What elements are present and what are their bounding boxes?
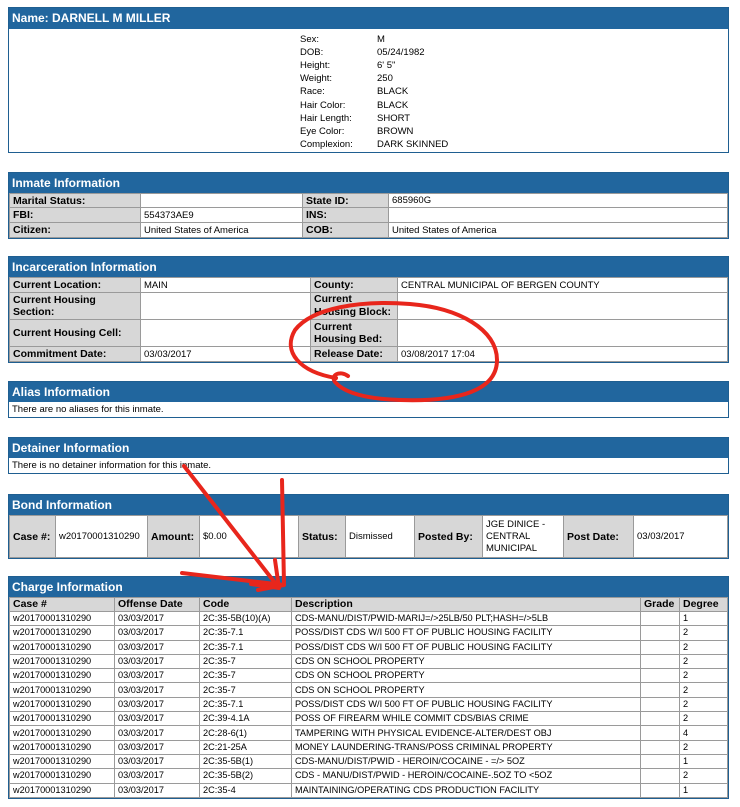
- physical-label: Sex:: [300, 34, 320, 45]
- charge-degree-cell: 2: [680, 626, 728, 640]
- charge-row: [10, 626, 728, 640]
- charge-degree-cell: 2: [680, 740, 728, 754]
- charge-degree-cell: 1: [680, 783, 728, 797]
- charge-row: [10, 640, 728, 654]
- charge-offense-date-cell: 03/03/2017: [115, 669, 200, 683]
- bond-post-date-value: 03/03/2017: [634, 516, 728, 558]
- charge-degree-cell: 2: [680, 769, 728, 783]
- cob-value: United States of America: [389, 223, 728, 238]
- charge-row: [10, 669, 728, 683]
- incarceration-information-section: [8, 256, 729, 363]
- physical-value: BLACK: [377, 99, 409, 111]
- charge-degree-cell: 2: [680, 697, 728, 711]
- charge-information-header: Charge Information: [9, 577, 728, 597]
- physical-label: Complexion:: [300, 138, 353, 150]
- citizen-value: United States of America: [141, 223, 303, 238]
- bond-status-value: Dismissed: [346, 516, 415, 558]
- release-date-label: Release Date:: [311, 347, 398, 362]
- physical-label: Weight:: [300, 73, 333, 85]
- charge-grade-cell: [641, 654, 680, 668]
- charge-case-cell: w20170001310290: [10, 669, 115, 683]
- charge-description-cell: CDS ON SCHOOL PROPERTY: [292, 683, 641, 697]
- charge-case-cell: w20170001310290: [10, 769, 115, 783]
- charge-grade-cell: [641, 697, 680, 711]
- charge-code-cell: 2C:35-7: [200, 683, 292, 697]
- charge-code-cell: 2C:35-7.1: [200, 697, 292, 711]
- housing-section-label: Current Housing Section:: [10, 293, 141, 320]
- charge-offense-date-cell: 03/03/2017: [115, 654, 200, 668]
- charge-case-cell: w20170001310290: [10, 626, 115, 640]
- ins-value: [389, 208, 728, 223]
- charge-code-cell: 2C:35-7: [200, 654, 292, 668]
- charge-grade-cell: [641, 669, 680, 683]
- citizen-label: Citizen:: [10, 223, 141, 238]
- charge-case-cell: w20170001310290: [10, 754, 115, 768]
- housing-block-label: Current Housing Block:: [311, 293, 398, 320]
- marital-status-value: [141, 194, 303, 208]
- release-date-value: 03/08/2017 17:04: [398, 347, 728, 362]
- detainer-note: There is no detainer information for this inmate.: [12, 460, 212, 471]
- incarceration-information-table: [9, 277, 728, 362]
- charge-row: [10, 654, 728, 668]
- physical-value: M: [377, 34, 385, 45]
- cob-label: COB:: [303, 223, 389, 238]
- charge-code-cell: 2C:35-4: [200, 783, 292, 797]
- bond-case-label: Case #:: [10, 516, 56, 558]
- state-id-label: State ID:: [303, 194, 389, 208]
- charge-row: [10, 697, 728, 711]
- charge-grade-cell: [641, 726, 680, 740]
- charge-case-cell: w20170001310290: [10, 740, 115, 754]
- charge-offense-date-cell: 03/03/2017: [115, 626, 200, 640]
- charge-description-cell: MAINTAINING/OPERATING CDS PRODUCTION FACILITY: [292, 783, 641, 797]
- bond-status-label: Status:: [299, 516, 346, 558]
- physical-label: DOB:: [300, 47, 324, 59]
- current-location-label: Current Location:: [10, 278, 141, 293]
- charge-row: [10, 754, 728, 768]
- charge-case-cell: w20170001310290: [10, 783, 115, 797]
- charge-code-cell: 2C:35-5B(1): [200, 754, 292, 768]
- bond-information-header: Bond Information: [9, 495, 728, 515]
- name-header: Name: DARNELL M MILLER: [9, 8, 728, 29]
- charge-offense-date-cell: 03/03/2017: [115, 683, 200, 697]
- inmate-information-section: [8, 172, 729, 239]
- state-id-value: 685960G: [389, 194, 728, 208]
- commitment-date-label: Commitment Date:: [10, 347, 141, 362]
- physical-value: BLACK: [377, 86, 409, 98]
- charge-offense-date-cell: 03/03/2017: [115, 612, 200, 626]
- fbi-value: 554373AE9: [141, 208, 303, 223]
- charge-case-cell: w20170001310290: [10, 683, 115, 697]
- current-location-value: MAIN: [141, 278, 311, 293]
- ins-label: INS:: [303, 208, 389, 223]
- charge-description-cell: MONEY LAUNDERING-TRANS/POSS CRIMINAL PROPERTY: [292, 740, 641, 754]
- charge-grade-cell: [641, 640, 680, 654]
- charge-code-cell: 2C:28-6(1): [200, 726, 292, 740]
- charge-case-cell: w20170001310290: [10, 654, 115, 668]
- physical-value: DARK SKINNED: [377, 138, 449, 150]
- charge-row: [10, 783, 728, 797]
- alias-information-section: [8, 381, 729, 418]
- charge-description-cell: POSS/DIST CDS W/I 500 FT OF PUBLIC HOUSING FACILITY: [292, 640, 641, 654]
- charge-degree-cell: 2: [680, 654, 728, 668]
- charge-offense-date-cell: 03/03/2017: [115, 783, 200, 797]
- marital-status-label: Marital Status:: [10, 194, 141, 208]
- housing-block-value: [398, 293, 728, 320]
- alias-note: There are no aliases for this inmate.: [12, 404, 164, 415]
- physical-label: Hair Length:: [300, 112, 352, 124]
- charge-code-cell: 2C:35-7: [200, 669, 292, 683]
- physical-label: Height:: [300, 60, 331, 72]
- bond-post-date-label: Post Date:: [564, 516, 634, 558]
- physical-label: Hair Color:: [300, 99, 346, 111]
- name-section: [8, 7, 729, 153]
- physical-value: 05/24/1982: [377, 47, 425, 59]
- charge-degree-cell: 2: [680, 640, 728, 654]
- housing-bed-value: [398, 320, 728, 347]
- charge-offense-date-cell: 03/03/2017: [115, 712, 200, 726]
- charge-grade-cell: [641, 683, 680, 697]
- charge-column-header: Description: [292, 598, 641, 612]
- charge-code-cell: 2C:35-7.1: [200, 626, 292, 640]
- housing-bed-label: Current Housing Bed:: [311, 320, 398, 347]
- charge-table: [9, 597, 728, 798]
- charge-description-cell: POSS OF FIREARM WHILE COMMIT CDS/BIAS CRIME: [292, 712, 641, 726]
- charge-offense-date-cell: 03/03/2017: [115, 697, 200, 711]
- charge-description-cell: TAMPERING WITH PHYSICAL EVIDENCE-ALTER/DEST OBJ: [292, 726, 641, 740]
- inmate-information-table: [9, 193, 728, 238]
- charge-grade-cell: [641, 712, 680, 726]
- charge-code-cell: 2C:35-5B(2): [200, 769, 292, 783]
- charge-column-header: Degree: [680, 598, 728, 612]
- charge-code-cell: 2C:21-25A: [200, 740, 292, 754]
- charge-case-cell: w20170001310290: [10, 726, 115, 740]
- charge-grade-cell: [641, 612, 680, 626]
- bond-posted-by-label: Posted By:: [415, 516, 483, 558]
- charge-description-cell: CDS-MANU/DIST/PWID-MARIJ=/>25LB/50 PLT;HASH=/>5LB: [292, 612, 641, 626]
- bond-amount-value: $0.00: [200, 516, 299, 558]
- housing-section-value: [141, 293, 311, 320]
- charge-degree-cell: 2: [680, 712, 728, 726]
- charge-column-header: Offense Date: [115, 598, 200, 612]
- alias-information-header: Alias Information: [9, 382, 728, 402]
- charge-description-cell: CDS - MANU/DIST/PWID - HEROIN/COCAINE-.5OZ TO <5OZ: [292, 769, 641, 783]
- charge-offense-date-cell: 03/03/2017: [115, 769, 200, 783]
- charge-row: [10, 740, 728, 754]
- charge-grade-cell: [641, 783, 680, 797]
- charge-offense-date-cell: 03/03/2017: [115, 754, 200, 768]
- physical-value: 6' 5": [377, 60, 396, 72]
- charge-description-cell: POSS/DIST CDS W/I 500 FT OF PUBLIC HOUSING FACILITY: [292, 697, 641, 711]
- charge-code-cell: 2C:35-5B(10)(A): [200, 612, 292, 626]
- physical-description: [9, 29, 728, 161]
- charge-row: [10, 726, 728, 740]
- county-value: CENTRAL MUNICIPAL OF BERGEN COUNTY: [398, 278, 728, 293]
- housing-cell-value: [141, 320, 311, 347]
- fbi-label: FBI:: [10, 208, 141, 223]
- inmate-information-header: Inmate Information: [9, 173, 728, 193]
- charge-degree-cell: 1: [680, 754, 728, 768]
- charge-grade-cell: [641, 626, 680, 640]
- bond-amount-label: Amount:: [148, 516, 200, 558]
- incarceration-information-header: Incarceration Information: [9, 257, 728, 277]
- charge-case-cell: w20170001310290: [10, 712, 115, 726]
- charge-case-cell: w20170001310290: [10, 640, 115, 654]
- charge-offense-date-cell: 03/03/2017: [115, 726, 200, 740]
- charge-table-header: [10, 598, 728, 612]
- charge-description-cell: CDS ON SCHOOL PROPERTY: [292, 654, 641, 668]
- charge-offense-date-cell: 03/03/2017: [115, 640, 200, 654]
- physical-value: BROWN: [377, 125, 414, 137]
- charge-row: [10, 612, 728, 626]
- charge-case-cell: w20170001310290: [10, 697, 115, 711]
- charge-grade-cell: [641, 769, 680, 783]
- county-label: County:: [311, 278, 398, 293]
- detainer-information-header: Detainer Information: [9, 438, 728, 458]
- charge-degree-cell: 2: [680, 683, 728, 697]
- physical-value: 250: [377, 73, 393, 85]
- charge-information-section: [8, 576, 729, 799]
- physical-value: SHORT: [377, 112, 411, 124]
- charge-degree-cell: 2: [680, 669, 728, 683]
- charge-offense-date-cell: 03/03/2017: [115, 740, 200, 754]
- housing-cell-label: Current Housing Cell:: [10, 320, 141, 347]
- commitment-date-value: 03/03/2017: [141, 347, 311, 362]
- charge-case-cell: w20170001310290: [10, 612, 115, 626]
- charge-code-cell: 2C:39-4.1A: [200, 712, 292, 726]
- charge-degree-cell: 1: [680, 612, 728, 626]
- charge-column-header: Grade: [641, 598, 680, 612]
- charge-description-cell: CDS ON SCHOOL PROPERTY: [292, 669, 641, 683]
- charge-row: [10, 769, 728, 783]
- charge-degree-cell: 4: [680, 726, 728, 740]
- detainer-information-section: [8, 437, 729, 474]
- charge-code-cell: 2C:35-7.1: [200, 640, 292, 654]
- charge-grade-cell: [641, 740, 680, 754]
- charge-description-cell: CDS-MANU/DIST/PWID - HEROIN/COCAINE - =/> 5OZ: [292, 754, 641, 768]
- charge-column-header: Code: [200, 598, 292, 612]
- bond-posted-by-value: JGE DINICE -CENTRAL MUNICIPAL: [483, 516, 564, 558]
- physical-label: Eye Color:: [300, 125, 345, 137]
- bond-case-value: w20170001310290: [56, 516, 148, 558]
- charge-column-header: Case #: [10, 598, 115, 612]
- charge-description-cell: POSS/DIST CDS W/I 500 FT OF PUBLIC HOUSING FACILITY: [292, 626, 641, 640]
- bond-information-section: [8, 494, 729, 559]
- charge-grade-cell: [641, 754, 680, 768]
- charge-row: [10, 683, 728, 697]
- physical-label: Race:: [300, 86, 325, 98]
- charge-row: [10, 712, 728, 726]
- bond-information-table: [9, 515, 728, 558]
